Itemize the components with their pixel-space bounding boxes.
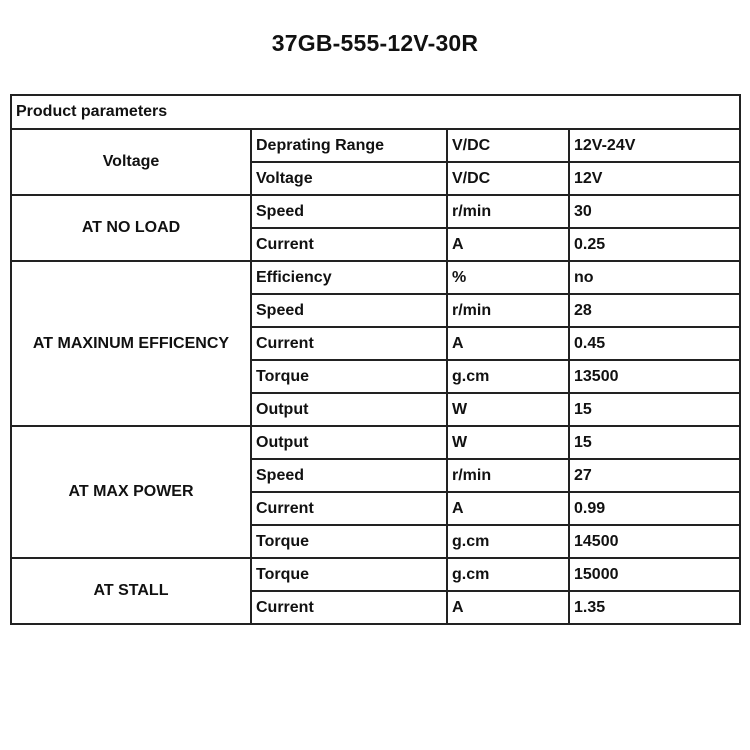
table-body (11, 95, 740, 624)
parameter-cell: Current (251, 228, 447, 261)
parameter-cell: Torque (251, 558, 447, 591)
parameter-cell: Current (251, 327, 447, 360)
value-cell: 15 (569, 393, 740, 426)
unit-cell: A (447, 327, 569, 360)
parameter-cell: Current (251, 492, 447, 525)
value-cell: 15000 (569, 558, 740, 591)
parameter-cell: Efficiency (251, 261, 447, 294)
unit-cell: V/DC (447, 162, 569, 195)
value-cell: 14500 (569, 525, 740, 558)
value-cell: 0.45 (569, 327, 740, 360)
parameter-cell: Speed (251, 459, 447, 492)
page-title: 37GB-555-12V-30R (271, 30, 479, 56)
parameter-cell: Voltage (251, 162, 447, 195)
unit-cell: g.cm (447, 525, 569, 558)
category-cell: AT STALL (11, 558, 251, 624)
value-cell: 27 (569, 459, 740, 492)
value-cell: 13500 (569, 360, 740, 393)
table-header: Product parameters (11, 95, 740, 129)
parameter-cell: Speed (251, 195, 447, 228)
parameter-cell: Current (251, 591, 447, 624)
parameter-cell: Output (251, 393, 447, 426)
product-parameters-table (10, 94, 741, 625)
unit-cell: A (447, 492, 569, 525)
parameter-cell: Deprating Range (251, 129, 447, 162)
table-row (11, 261, 740, 294)
category-cell: Voltage (11, 129, 251, 195)
value-cell: 0.99 (569, 492, 740, 525)
unit-cell: % (447, 261, 569, 294)
table-row (11, 558, 740, 591)
unit-cell: A (447, 228, 569, 261)
category-cell: AT MAXINUM EFFICENCY (11, 261, 251, 426)
value-cell: 1.35 (569, 591, 740, 624)
table-header-row (11, 95, 740, 129)
table-row (11, 195, 740, 228)
parameter-cell: Output (251, 426, 447, 459)
value-cell: 30 (569, 195, 740, 228)
unit-cell: g.cm (447, 360, 569, 393)
value-cell: no (569, 261, 740, 294)
unit-cell: r/min (447, 294, 569, 327)
value-cell: 15 (569, 426, 740, 459)
unit-cell: g.cm (447, 558, 569, 591)
category-cell: AT NO LOAD (11, 195, 251, 261)
value-cell: 12V (569, 162, 740, 195)
value-cell: 28 (569, 294, 740, 327)
table-row (11, 129, 740, 162)
unit-cell: A (447, 591, 569, 624)
unit-cell: r/min (447, 459, 569, 492)
unit-cell: W (447, 426, 569, 459)
unit-cell: r/min (447, 195, 569, 228)
parameter-cell: Torque (251, 360, 447, 393)
parameter-cell: Speed (251, 294, 447, 327)
unit-cell: V/DC (447, 129, 569, 162)
parameter-cell: Torque (251, 525, 447, 558)
value-cell: 12V-24V (569, 129, 740, 162)
unit-cell: W (447, 393, 569, 426)
table-row (11, 426, 740, 459)
category-cell: AT MAX POWER (11, 426, 251, 558)
value-cell: 0.25 (569, 228, 740, 261)
